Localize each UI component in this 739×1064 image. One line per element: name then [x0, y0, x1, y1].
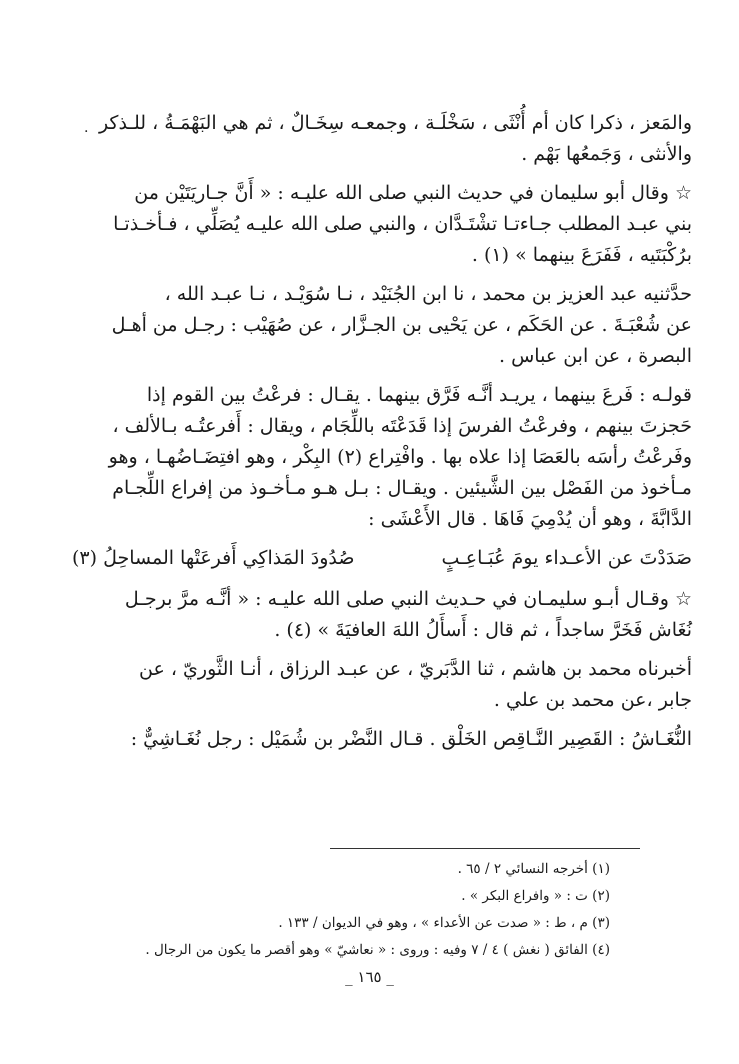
text-line: أخبرناه محمد بن هاشم ، ثنا الدَّبَريّ ، عن عبـد الرزاق ، أنـا الثَّوريّ ، عن — [139, 658, 692, 680]
poetry-verse — [72, 543, 692, 574]
text-line: البصرة ، عن ابن عباس . — [499, 345, 692, 367]
page-number: _ ١٦٥ _ — [345, 968, 394, 986]
footnote-separator — [330, 848, 640, 849]
text-line: جابر ،عن محمد بن علي . — [493, 689, 692, 711]
text-line: عن شُعْبَـةَ . عن الحَكَم ، عن يَحْيى بن الجـزَّار ، عن صُهَيْب : رجـل من أهـل — [111, 314, 692, 336]
text-line: نُغَاش فَخَرَّ ساجداً ، ثم قال : أَسأَلُ اللهَ العافيَةَ » (٤) . — [274, 619, 692, 641]
footnote: (٣) م ، ط : « صدت عن الأعداء » ، وهو في الديوان / ١٣٣ . — [278, 915, 610, 931]
text-line: والأنثى ، وَجَمعُها بَهْم . — [521, 143, 692, 165]
text-line: والمَعز ، ذكرا كان أم أُنْثَى ، سَخْلَـة ، وجمعـه سِخَـالٌ ، ثم هي البَهْمَـةُ ، للـذكر — [98, 112, 692, 134]
text-line: برُكْبَتَيه ، فَفَرَعَ بينهما » (١) . — [471, 244, 692, 266]
text-line: مـأخوذ من الفَصْل بين الشَّيئين . ويقـال : بـل هـو مـأخـوذ من إفراع اللِّجـام — [112, 477, 692, 499]
text-line: حَجزتَ بينهم ، وفرعْتُ الفرسَ إذا قَدَعْتَه باللِّجَام ، ويقال : أَفرعتُـه بـالألف ، — [112, 415, 692, 437]
text-line: قولـه : فَرعَ بينهما ، يريـد أنَّـه فَرَّق بينهما . يقـال : فرعْتُ بين القوم إذا — [146, 384, 692, 406]
text-line: وفَرعْتُ رأسَه بالعَصَا إذا علاه بها . وافْتِراع (٢) البِكْر ، وهو افتِضَـاضُهـا ، وهو — [108, 446, 692, 468]
text-line: النُّغَـاشُ : القَصِير النَّـاقِص الخَلْق . قـال النَّضْر بن شُمَيْل : رجل نُغَـاشِيٌّ : — [130, 728, 692, 750]
text-line: بني عبـد المطلب جـاءتـا تشْتَـدَّان ، والنبي صلى الله عليـه يُصَلِّي ، فـأخـذتـا — [113, 213, 692, 235]
footnote: (١) أخرجه النسائي ٢ / ٦٥ . — [457, 861, 610, 877]
footnote: (٤) الفائق ( نغش ) ٤ / ٧ وفيه : وروى : « نعاشيّ » وهو أقصر ما يكون من الرجال . — [145, 942, 610, 958]
footnotes — [90, 856, 610, 964]
margin-mark: . — [84, 120, 89, 136]
text-line: الدَّابَّةَ ، وهو أن يُدْمِيَ فَاهَا . قال الأَعْشَى : — [368, 508, 692, 530]
main-text — [72, 108, 692, 755]
footnote: (٢) ت : « وافراع البكر » . — [461, 888, 610, 904]
verse-left-hemistich: صُدُودَ المَذاكِي أَفرعَتْها المساحِلُ (٣) — [72, 547, 355, 569]
text-line: ☆ وقـال أبـو سليمـان في حـديث النبي صلى الله عليـه : « أنَّـه مرَّ برجـل — [124, 588, 692, 610]
verse-right-hemistich: صَدَدْتَ عن الأعـداء يومَ عُبَـاعِـبٍ — [441, 547, 692, 569]
text-line: حدَّثنيه عبد العزيز بن محمد ، نا ابن الجُنَيْد ، نـا سُوَيْـد ، نـا عبـد الله ، — [164, 283, 692, 305]
text-line: ☆ وقال أبو سليمان في حديث النبي صلى الله عليـه : « أَنَّ جـاريَتَيْن من — [134, 182, 692, 204]
